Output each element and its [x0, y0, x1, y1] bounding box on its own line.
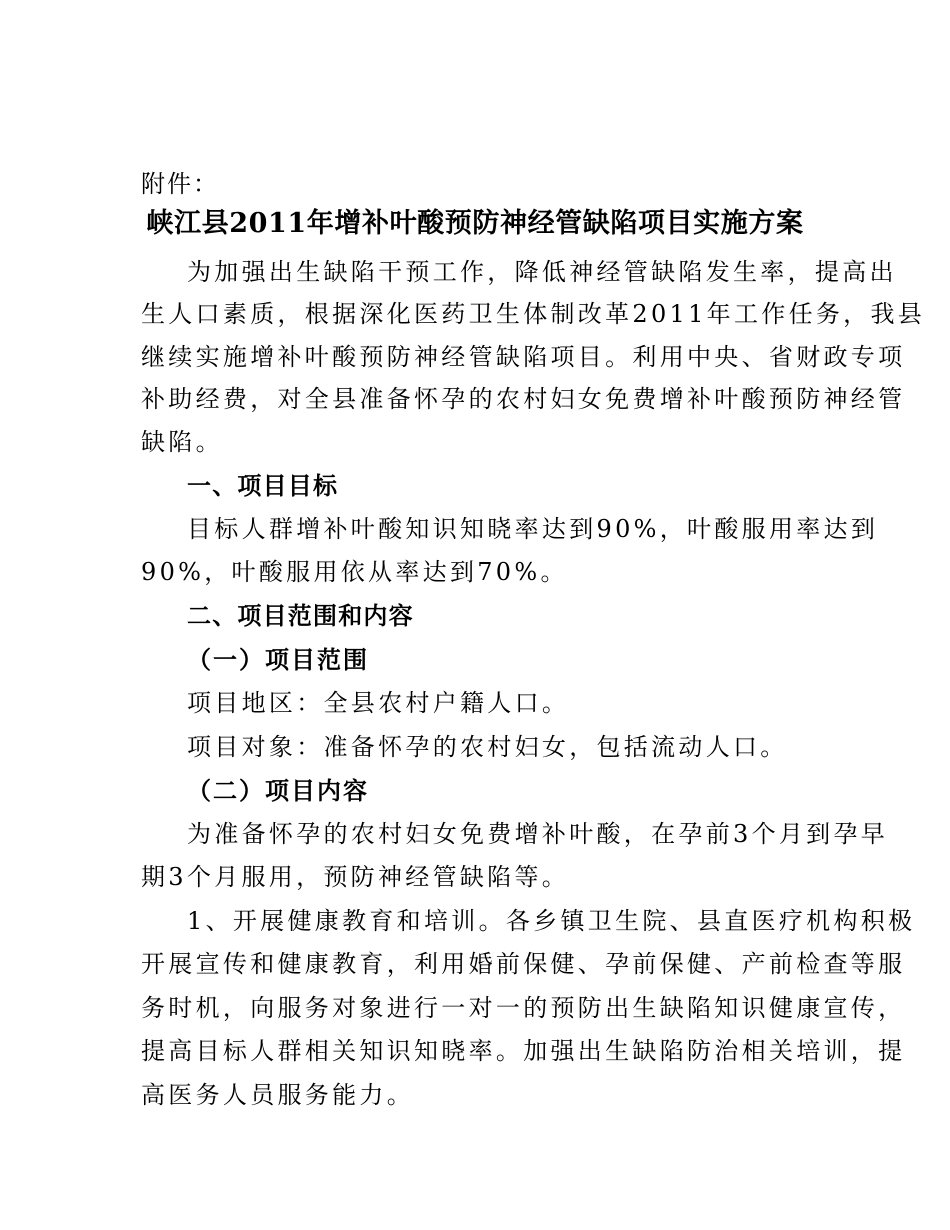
- intro-line-5: 缺陷。: [141, 428, 223, 456]
- item-1-line-2: 开展宣传和健康教育，利用婚前保健、孕前保健、产前检查等服: [141, 950, 906, 978]
- item-1-line-5: 高医务人员服务能力。: [141, 1081, 414, 1109]
- project-target-line: 项目对象：准备怀孕的农村妇女，包括流动人口。: [187, 733, 788, 761]
- content-line-1: 为准备怀孕的农村妇女免费增补叶酸，在孕前3个月到孕早: [187, 820, 889, 848]
- document-title: 峡江县2011年增补叶酸预防神经管缺陷项目实施方案: [146, 208, 804, 239]
- intro-line-2: 生人口素质，根据深化医药卫生体制改革2011年工作任务，我县: [141, 300, 926, 328]
- intro-line-1: 为加强出生缺陷干预工作，降低神经管缺陷发生率，提高出: [187, 258, 897, 286]
- intro-line-3: 继续实施增补叶酸预防神经管缺陷项目。利用中央、省财政专项: [141, 343, 906, 371]
- item-1-line-4: 提高目标人群相关知识知晓率。加强出生缺陷防治相关培训，提: [141, 1037, 906, 1065]
- project-area-line: 项目地区：全县农村户籍人口。: [187, 689, 570, 717]
- subsection-1-heading: （一）项目范围: [187, 645, 369, 674]
- section-2-heading: 二、项目范围和内容: [187, 601, 414, 630]
- subsection-2-heading: （二）项目内容: [187, 776, 369, 805]
- content-line-2: 期3个月服用，预防神经管缺陷等。: [141, 863, 570, 891]
- attachment-label: 附件：: [141, 170, 219, 198]
- intro-line-4: 补助经费，对全县准备怀孕的农村妇女免费增补叶酸预防神经管: [141, 385, 906, 413]
- section-1-line-1: 目标人群增补叶酸知识知晓率达到90%，叶酸服用率达到: [187, 515, 879, 543]
- section-1-heading: 一、项目目标: [187, 471, 339, 500]
- item-1-line-1: 1、开展健康教育和培训。各乡镇卫生院、县直医疗机构积极: [187, 907, 916, 935]
- section-1-line-2: 90%，叶酸服用依从率达到70%。: [141, 558, 568, 586]
- item-1-line-3: 务时机，向服务对象进行一对一的预防出生缺陷知识健康宣传，: [141, 994, 906, 1022]
